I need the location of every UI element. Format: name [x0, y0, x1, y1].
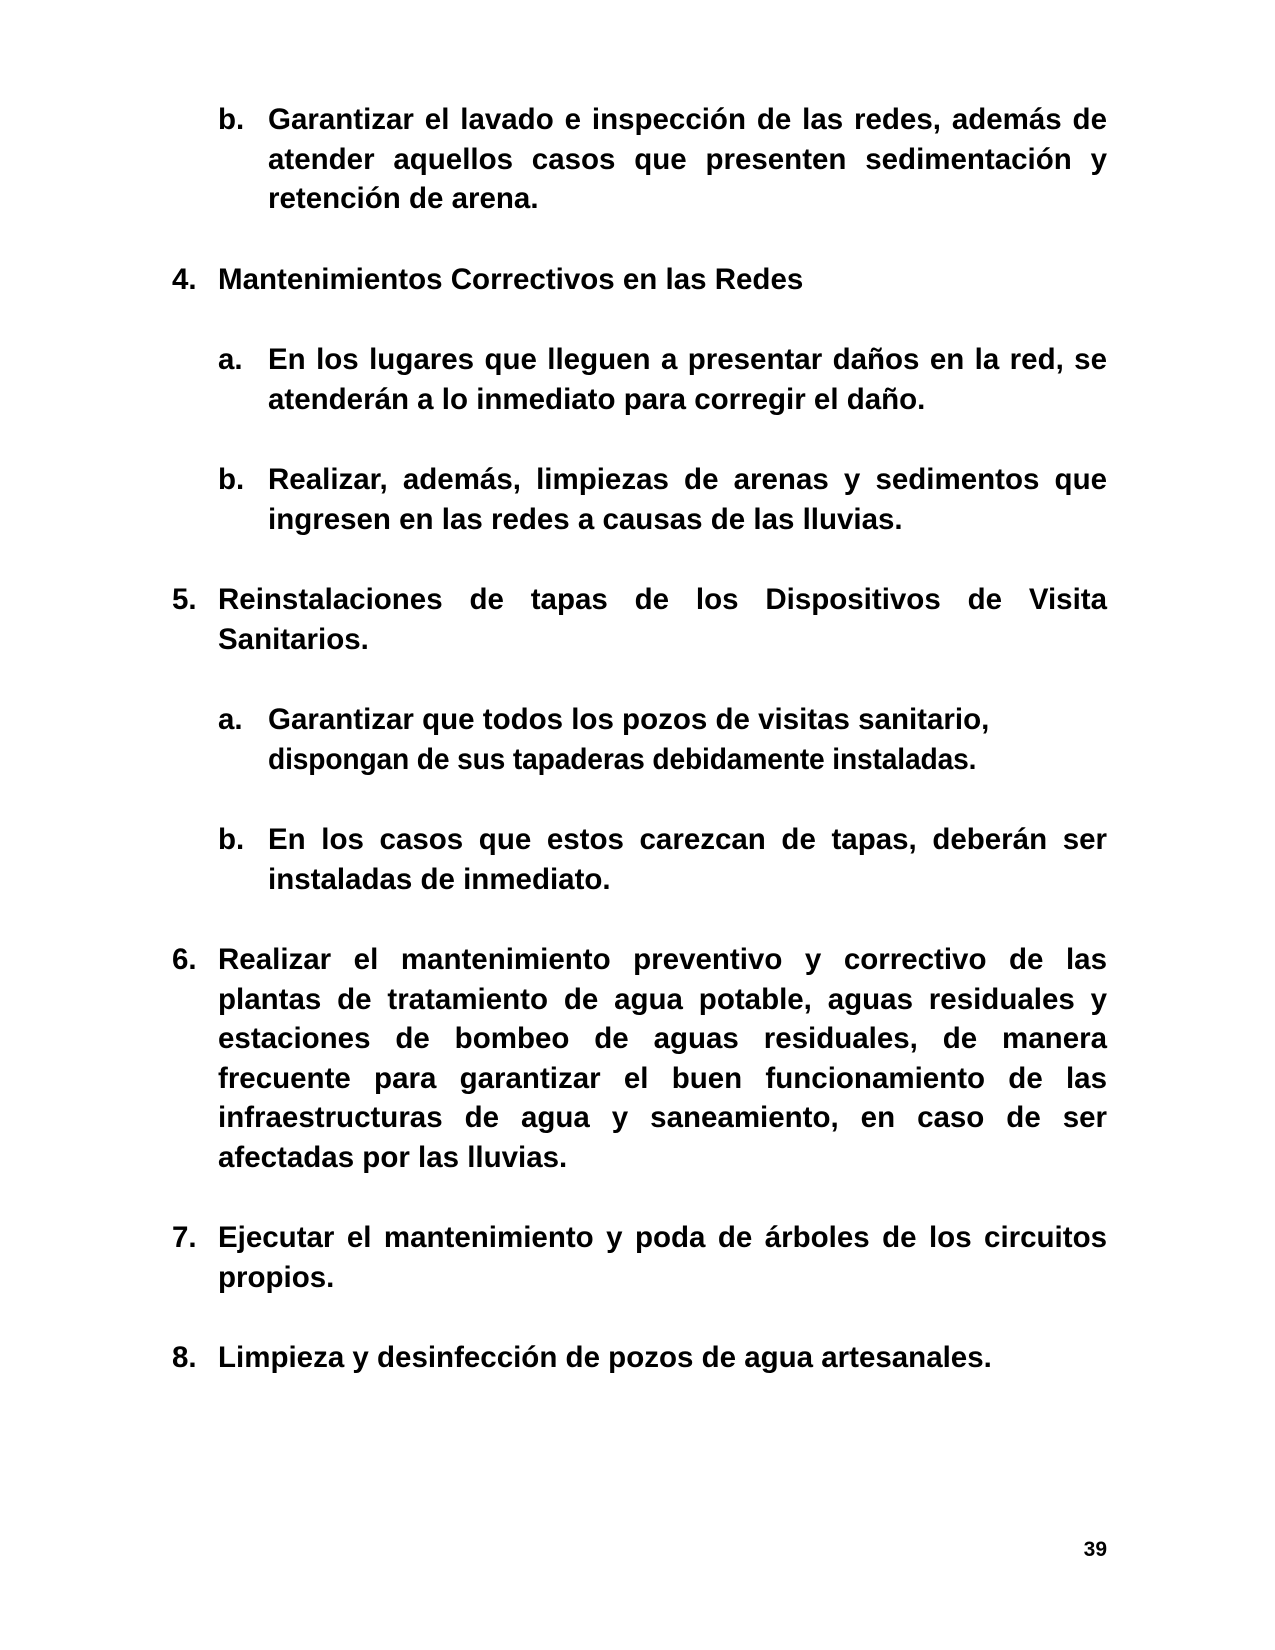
list-item-text: Limpieza y desinfección de pozos de agua artesanales.: [218, 1341, 992, 1374]
list-item-marker: b.: [218, 463, 245, 496]
list-item-text: Garantizar el lavado e inspección de las redes, además de atender aquellos casos que presenten sedimentación y retención de arena.: [268, 103, 1107, 215]
list-item-text: En los lugares que lleguen a presentar daños en la red, se atenderán a lo inmediato para corregir el daño.: [268, 343, 1107, 416]
spacer: [172, 899, 1107, 940]
list-item-marker: a.: [218, 343, 243, 376]
list-item-marker: 8.: [172, 1341, 197, 1374]
page-number: 39: [1083, 1538, 1107, 1561]
spacer: [172, 659, 1107, 700]
list-item: [218, 820, 1107, 899]
spacer: [172, 419, 1107, 460]
list-item: [218, 460, 1107, 539]
spacer: [172, 1177, 1107, 1218]
list-item-marker: a.: [218, 703, 243, 736]
spacer: [172, 539, 1107, 580]
list-item-text: En los casos que estos carezcan de tapas, deberán ser instaladas de inmediato.: [268, 823, 1107, 896]
list-item-text: Realizar, además, limpiezas de arenas y sedimentos que ingresen en las redes a causas de las lluvias.: [268, 463, 1107, 536]
list-item-text: Mantenimientos Correctivos en las Redes: [218, 262, 804, 296]
list-item-marker: 6.: [172, 943, 197, 976]
list-item-text-line-2: dispongan de sus tapaderas debidamente instaladas.: [268, 742, 977, 776]
list-item: [172, 1338, 1107, 1378]
list-item: [218, 100, 1107, 219]
list-item: [172, 580, 1107, 659]
list-item-text: [268, 700, 1107, 779]
list-item-marker: 5.: [172, 583, 197, 616]
list-item-marker: b.: [218, 103, 245, 136]
document-body: [172, 100, 1107, 1378]
list-item-marker: b.: [218, 823, 245, 856]
spacer: [172, 299, 1107, 340]
spacer: [172, 779, 1107, 820]
list-item-text: Reinstalaciones de tapas de los Dispositivos de Visita Sanitarios.: [218, 583, 1107, 656]
list-item: [218, 700, 1107, 779]
spacer: [172, 1297, 1107, 1338]
list-item: [172, 260, 1107, 300]
list-item-text: Ejecutar el mantenimiento y poda de árboles de los circuitos propios.: [218, 1221, 1107, 1294]
list-item-text-line-1: Garantizar que todos los pozos de visitas sanitario,: [268, 703, 990, 736]
list-item: [172, 940, 1107, 1177]
list-item: [172, 1218, 1107, 1297]
list-item-marker: 7.: [172, 1221, 197, 1254]
spacer: [172, 219, 1107, 260]
list-item-text: Realizar el mantenimiento preventivo y correctivo de las plantas de tratamiento de agua potable, aguas residuales y estaciones de bombeo de aguas residuales, de manera frecuente para garantizar el buen funcionamiento de las infraestructuras de agua y saneamiento, en caso de ser afectadas por las lluvias.: [218, 943, 1107, 1174]
list-item-marker: 4.: [172, 262, 197, 296]
list-item: [218, 340, 1107, 419]
